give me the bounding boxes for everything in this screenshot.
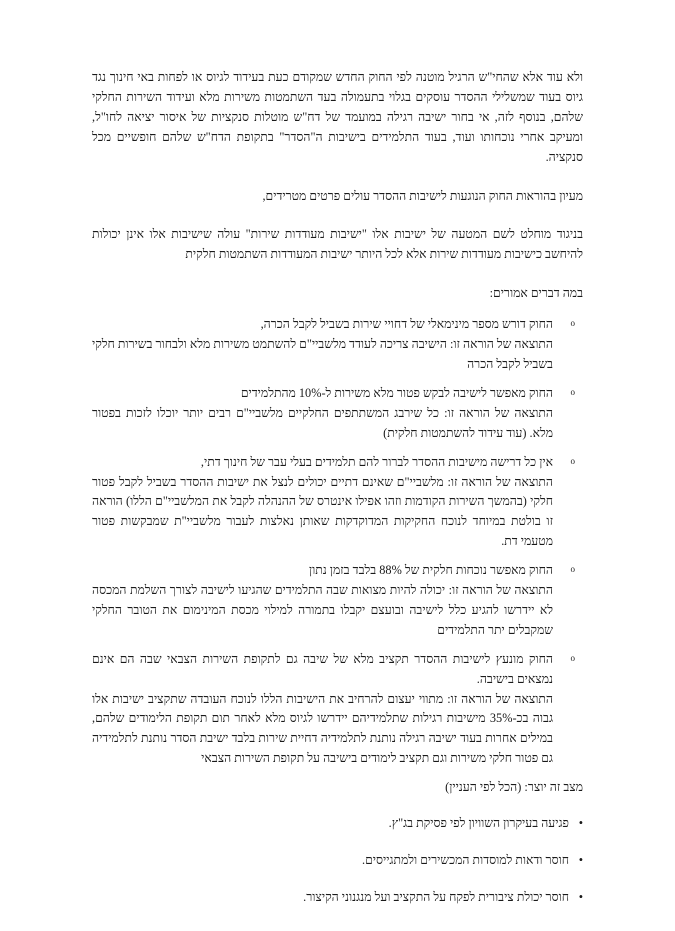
list-item-head: אין כל דרישה מישיבות ההסדר לברור להם תלמידים בעלי עבר של חינוך דתי, bbox=[200, 454, 553, 469]
closing-item-text: פגיעה בעיקרון השוויון לפי פסיקת בג"ץ. bbox=[388, 816, 569, 831]
list-item bbox=[92, 561, 583, 641]
list-item bbox=[92, 384, 583, 444]
bullet-circle-icon: o bbox=[570, 652, 575, 663]
bullet-circle-icon: o bbox=[570, 386, 575, 397]
list-item bbox=[92, 650, 583, 769]
list-item-head: החוק מאפשר לישיבה לבקש פטור מלא משירות ל-10% מהתלמידים bbox=[240, 385, 553, 400]
list-item-head: החוק מאפשר נוכחות חלקית של 88% בלבד בזמן נתון bbox=[308, 563, 553, 578]
spacer bbox=[92, 802, 583, 814]
list-item bbox=[92, 453, 583, 553]
list-item-explanation: התוצאה של הוראה זו: הישיבה צריכה לעודד מלשביי"ם להשתמט משירות מלא ולבחור בשירות חלקי בשביל לקבל הכרה bbox=[91, 337, 553, 371]
bullet-circle-icon: o bbox=[570, 564, 575, 575]
list-item-head: החוק מונעץ לישיבות ההסדר תקציב מלא של שיבה גם לתקופת השירות הצבאי שבה הם אינם נמצאים בישיבה. bbox=[92, 651, 553, 686]
closing-list bbox=[92, 814, 583, 908]
list-item bbox=[92, 851, 583, 871]
list-item-explanation: התוצאה של הוראה זו: מתווי יעצום להרחיב את הישיבות הללו לנוכח העובדה שתקציב ישיבות אלו גבוה בכ-35% מישיבות רגילות שתלמידיהם יידרשו לגיוס מלא לאחר תום תקופת הלימודים שלהם, במילים אחרות בעוד ישיבה רגילה נותנת לתלמידיה דחיית שירות בלבד ישיבת הסדר נותנת לתלמידיה גם פטור חלקי משירות וגם תקציב לימודים בישיבה על תקופת השירות הצבאי bbox=[92, 691, 554, 766]
paragraph-2: מעיון בהוראות החוק הנוגעות לישיבות ההסדר עולים פרטים מטרידים, bbox=[262, 188, 583, 203]
bullet-circle-icon: o bbox=[570, 318, 575, 329]
paragraph-1: ולא עוד אלא שהחי"ש הרגיל מוטנה לפי החוק החדש שמקודם כעת בעידוד לגיוס או לפחות באי חינוך נגד גיוס בעוד שמשלילי ההסדר עוסקים בגלוי בתעמולה בעד השתמטות משירות מלא ועידוד השירות החלקי שלהם, בנוסף לזה, אי בחור ישיבה רגילה במועמד של דח"ש מוטלות סנקציות של איסור יציאה לחו"ל, ומעיקב אחרי נוכחותו ועוד, בעוד התלמידים בישיבות ה"הסדר" בתקופת הדח"ש שלהם חופשיים מכל סנקציה. bbox=[92, 70, 583, 164]
closing-intro: מצב זה יוצר: (הכל לפי העניין) bbox=[445, 780, 583, 795]
paragraph-3: בניגוד מוחלט לשם המטעה של ישיבות אלו "ישיבות מעודדות שירות" עולה שישיבות אלו אינן יכולות להיחשב כישיבות מעודדות שירות אלא לכל היותר ישיבות המעודדות השתמטות חלקית bbox=[92, 227, 583, 262]
list-item-head: החוק דורש מספר מינימאלי של דחויי שירות בשביל לקבל הכרה, bbox=[260, 317, 553, 332]
list-item-explanation: התוצאה של הוראה זו: יכולה להיות מצואות שבה התלמידים שהגיעו לישיבה לצורך השלמת המכסה לא יידרשו להגיע כלל לישיבה ובועצם יקבלו בתמורה למילוי מכסת המינימום את הטובר החלקי שמקבלים יתר התלמידים bbox=[92, 583, 553, 637]
bullet-dot-icon: • bbox=[578, 889, 583, 904]
list-item-explanation: התוצאה של הוראה זו: מלשביי"ם שאינם דתיים יכולים לנצל את ישיבות ההסדר בשביל לקבל פטור חלקי (בהמשך השירות הקודמות וזהו אפילו אינטרס של ההנהלה לקבל את המלשביי"ם הללו) הוראה זו בולטת במיוחד לנוכח החקיקות המדוקדקות שאותן נאלצות לעבור מלשביי"ת שמבקשות פטור מטעמי דת. bbox=[92, 474, 553, 549]
list-item bbox=[92, 814, 583, 834]
bullet-list bbox=[92, 315, 583, 769]
closing-item-text: חוסר ודאות למוסדות המכשירים ולמתגייסים. bbox=[362, 853, 569, 867]
bullet-dot-icon: • bbox=[578, 853, 583, 867]
bullet-dot-icon: • bbox=[578, 816, 583, 831]
list-item bbox=[92, 315, 583, 375]
closing-item-text: חוסר יכולת ציבורית לפקח על התקציב ועל מנגנוני הקיצור. bbox=[303, 889, 569, 904]
bullet-circle-icon: o bbox=[570, 455, 575, 466]
paragraph-4: במה דברים אמורים: bbox=[489, 286, 583, 301]
list-item-explanation: התוצאה של הוראה זו: כל שירבג המשתתפים החלקיים מלשביי"ם רבים יותר יוכלו לזכות בפטור מלא. (עוד עידוד להשתמטות חלקית) bbox=[92, 405, 553, 440]
list-item bbox=[92, 888, 583, 908]
